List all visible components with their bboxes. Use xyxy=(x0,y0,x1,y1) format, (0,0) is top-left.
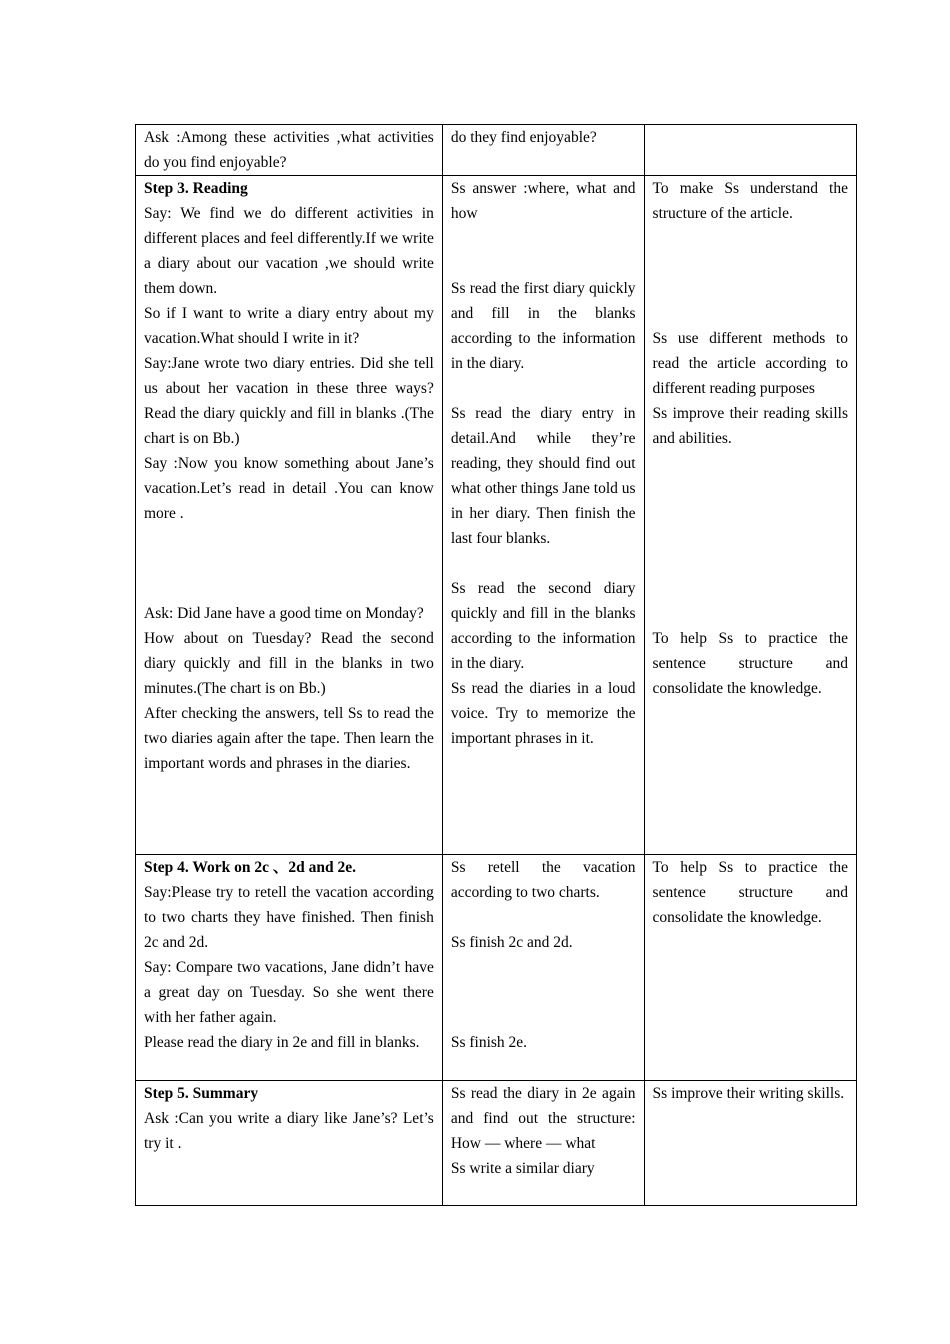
teacher-text: Ask :Among these activities ,what activities do you find enjoyable? xyxy=(144,129,434,171)
student-text: Ss read the diary in 2e again and find out the structure: How — where — what xyxy=(450,1085,636,1152)
teacher-text: Say :Now you know something about Jane’s vacation.Let’s read in detail .You can know more . xyxy=(144,455,434,522)
teacher-text: How about on Tuesday? Read the second diary quickly and fill in the blanks in two minutes.(The chart is on Bb.) xyxy=(144,630,434,697)
purpose-text: To help Ss to practice the sentence structure and consolidate the knowledge. xyxy=(652,630,848,697)
student-text: do they find enjoyable? xyxy=(450,129,597,146)
purpose-text: Ss improve their reading skills and abilities. xyxy=(652,405,848,447)
purpose-cell xyxy=(644,855,856,1081)
teacher-text: Please read the diary in 2e and fill in blanks. xyxy=(144,1034,420,1051)
student-activity-cell xyxy=(442,125,644,176)
step-heading: Step 3. Reading xyxy=(144,180,248,197)
student-activity-cell xyxy=(442,855,644,1081)
teacher-text: Say: We find we do different activities in different places and feel differently.If we write a diary about our vacation ,we should write them down. xyxy=(144,205,434,297)
step-heading: Step 5. Summary xyxy=(144,1085,259,1102)
lesson-plan-table xyxy=(135,124,857,1206)
table-row-continuation xyxy=(136,125,857,176)
purpose-text: To make Ss understand the structure of the article. xyxy=(652,180,848,222)
teacher-text: Ask :Can you write a diary like Jane’s? Let’s try it . xyxy=(144,1110,434,1152)
step-heading: Step 4. Work on 2c 、2d and 2e. xyxy=(144,859,357,876)
student-text: Ss read the diaries in a loud voice. Try to memorize the important phrases in it. xyxy=(450,680,636,747)
purpose-cell xyxy=(644,1081,856,1206)
teacher-text: After checking the answers, tell Ss to read the two diaries again after the tape. Then learn the important words and phrases in the diaries. xyxy=(144,705,434,772)
purpose-text: Ss use different methods to read the article according to different reading purposes xyxy=(652,330,848,397)
purpose-text: Ss improve their writing skills. xyxy=(652,1085,845,1102)
table-row-step3 xyxy=(136,176,857,855)
purpose-cell xyxy=(644,125,856,176)
student-text: Ss finish 2e. xyxy=(450,1034,528,1051)
student-text: Ss retell the vacation according to two charts. xyxy=(450,859,636,901)
student-text: Ss read the first diary quickly and fill in the blanks according to the information in the diary. xyxy=(450,280,636,372)
teacher-activity-cell xyxy=(136,855,443,1081)
purpose-text: To help Ss to practice the sentence structure and consolidate the knowledge. xyxy=(652,859,848,926)
teacher-activity-cell xyxy=(136,176,443,855)
student-text: Ss write a similar diary xyxy=(450,1160,595,1177)
teacher-text: Ask: Did Jane have a good time on Monday? xyxy=(144,605,424,622)
table-row-step4 xyxy=(136,855,857,1081)
table-row-step5 xyxy=(136,1081,857,1206)
teacher-text: Say:Jane wrote two diary entries. Did she tell us about her vacation in these three ways?Read the diary quickly and fill in blanks .(The chart is on Bb.) xyxy=(144,355,434,447)
student-text: Ss answer :where, what and how xyxy=(450,180,636,222)
teacher-text: So if I want to write a diary entry about my vacation.What should I write in it? xyxy=(144,305,434,347)
teacher-text: Say: Compare two vacations, Jane didn’t have a great day on Tuesday. So she went there with her father again. xyxy=(144,959,434,1026)
student-activity-cell xyxy=(442,1081,644,1206)
teacher-activity-cell xyxy=(136,1081,443,1206)
student-activity-cell xyxy=(442,176,644,855)
purpose-cell xyxy=(644,176,856,855)
student-text: Ss finish 2c and 2d. xyxy=(450,934,573,951)
teacher-text: Say:Please try to retell the vacation according to two charts they have finished. Then finish 2c and 2d. xyxy=(144,884,434,951)
student-text: Ss read the second diary quickly and fill in the blanks according to the information in the diary. xyxy=(450,580,636,672)
student-text: Ss read the diary entry in detail.And while they’re reading, they should find out what other things Jane told us in her diary. Then finish the last four blanks. xyxy=(450,405,636,547)
teacher-activity-cell xyxy=(136,125,443,176)
